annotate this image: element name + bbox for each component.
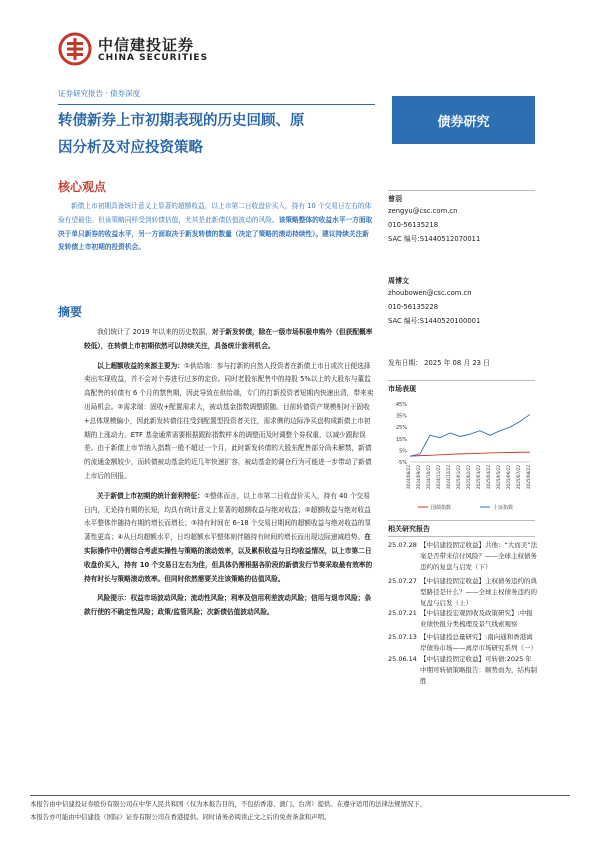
analyst-sac: SAC 编号:S1440520100001 <box>388 317 481 325</box>
core-view-paragraph <box>58 200 373 255</box>
y-tick-label: 25% <box>395 425 407 432</box>
x-tick-label: 2024/09/22 <box>416 465 421 490</box>
related-report-title[interactable]: 【中信建投固定收益】可转债:2025 年中期可转债策略报告：顺势而为，结构制胜 <box>420 655 537 685</box>
x-tick-label: 2025/01/22 <box>456 465 461 490</box>
y-tick-label: 35% <box>395 413 407 420</box>
analyst-sac: SAC 编号:S1440512070011 <box>388 235 481 243</box>
summary-p3: ①整体而言，以上市第二日收盘价买入，持有 40 个交易日内，无论持有期的长短，均具有统计意义上显著的超额收益与绝对收益；②超额收益与绝对收益水平整体伴随持有期的增长而增长；③持有时间在 6–18 个交易日期间的超额收益与绝对收益的显著性更高；④从日均超额水平，日均超额水平整体则伴随持有时间的增长而出现边际递减趋势。 <box>84 491 372 542</box>
report-type: 证券研究报告 · 债券深度 <box>58 89 141 98</box>
x-tick-label: 2025/02/22 <box>466 465 471 490</box>
y-tick-label: 5% <box>399 448 407 455</box>
analyst-divider <box>388 190 535 191</box>
analyst-phone: 010-56135228 <box>388 303 439 311</box>
related-report-title[interactable]: 【中信建投宏观固收及政策研究】:中报业绩快报分类梳理及景气线索观察 <box>420 609 533 628</box>
logo-mark-icon <box>58 32 92 66</box>
company-logo <box>58 32 218 68</box>
section-banner: 债券研究 <box>392 96 535 144</box>
footer-divider <box>30 795 570 796</box>
x-tick-label: 2024/12/22 <box>446 465 451 490</box>
market-chart <box>388 396 535 514</box>
summary-p1-bold: 对于新发转债，除在一级市场积极申购外（但获配概率较低），在转债上市初期依然可以持续关注，具备统计套利机会。 <box>84 328 373 350</box>
publish-date: 发布日期： 2025 年 08 月 23 日 <box>388 359 490 367</box>
summary-p3-bold: 在实际操作中仍需综合考虑实操性与策略的滚动效率，以及累积收益与日均收益情况，以上市第二日收盘价买入，持有 10 个交易日左右为佳，但具体仍需根据各阶段的新债发行节奏采取最有效率的持有时长与策略滚动效率。但同时依然需要关注该策略的估值风险。 <box>84 533 373 583</box>
y-tick-label: -5% <box>397 460 407 466</box>
risk-lead: 风险提示： <box>97 594 131 603</box>
summary-body <box>84 326 375 620</box>
market-divider <box>388 380 535 381</box>
series-line-2 <box>410 414 530 456</box>
analyst-name: 周博文 <box>388 277 409 285</box>
analyst-name: 曾羽 <box>388 195 402 203</box>
summary-p2-lead: 以上超额收益的来源主要为： <box>97 361 184 370</box>
related-report-title[interactable]: 【中信建投固定收益】共他：“大而美”法案是否带来信付风险？——全球主权债务违约的复盘与启发（下） <box>420 541 538 571</box>
analyst-card-1 <box>388 194 480 246</box>
summary-p3-lead: 关于新债上市初期的统计套利特征： <box>97 491 204 500</box>
analyst-card-2 <box>388 276 480 328</box>
title-divider <box>58 104 375 105</box>
legend-label: 上证指数 <box>493 505 514 511</box>
analyst-email[interactable]: zhoubowen@csc.com.cn <box>388 289 472 297</box>
risk-text: 权益市场波动风险；流动性风险；利率及信用利差波动风险；信用与退市风险；条款行使的不确定性风险；政策/监管风险；次新债估值波动风险。 <box>84 594 372 617</box>
summary-paragraph-1 <box>84 326 375 354</box>
market-heading: 市场表现 <box>388 385 416 393</box>
summary-paragraph-2 <box>84 360 375 484</box>
footer-disclaimer <box>30 798 570 824</box>
summary-heading: 摘要 <box>58 305 83 319</box>
summary-p2: ①供给端：参与打新的自然人投资者在新债上市日或次日便选择卖出实现收益，并不会对个券进行过多的定价。同时老股东配售中的持股 5%以上的大股东与董监高配售的转债有 6 个月的禁售期，因此导致在供给端，专门的打新投资者短期内快速出清，带来卖出局机会。②需求端：固收+配置需求大，被动基金指数调整跟随。目前转债资产规模相对于固收+总体规模偏小，因此新发转债往往受到配置型投资者关注，需求侧的边际净买盘构成新债上市初期的上涨动力。ETF 基金通常需要根据跟踪指数样本的调整而及时调整个券权重，以减少跟踪误差。由于新债上市节纳入指数一般不超过一个月，此时新发转债的大股东配售部分尚未解禁，新债的流通金额较少，而转债被动基金的近几年快速扩容，被动基金的调仓行为可能进一步带动了新债上市后的回报。 <box>84 361 374 480</box>
x-tick-label: 2025/03/22 <box>476 465 481 490</box>
analyst-email[interactable]: zengyu@csc.com.cn <box>388 207 458 215</box>
series-line-1 <box>410 452 530 456</box>
page-title <box>58 108 378 162</box>
related-report-title[interactable]: 【中信建投固定收益】主权债务违约的典型路径是什么？——全球主权债务违约的复盘与启发（上） <box>420 577 537 607</box>
core-p1-bold: 该策略整体的收益水平一方面取决于单只新券的收益水平，另一方面取决于新发转债的数量（决定了策略的滚动持续性）。建议持续关注新发转债上市初期的投资机会。 <box>58 215 373 252</box>
legend-label: 国债指数 <box>431 505 452 511</box>
x-tick-label: 2025/05/22 <box>496 465 501 490</box>
y-tick-label: 15% <box>395 436 407 443</box>
analyst-phone: 010-56135218 <box>388 221 439 229</box>
related-report-title[interactable]: 【中信建投总量研究】:南向通和香港离岸债券市场——离岸市场研究系列（一） <box>420 633 537 652</box>
related-report-date: 25.07.28 <box>388 541 417 549</box>
logo-english-name: CHINA SECURITIES <box>98 53 209 63</box>
summary-p1: 我们统计了 2019 年以来的历史数据， <box>97 328 212 336</box>
related-report-date: 25.07.21 <box>388 609 417 617</box>
risk-paragraph <box>84 592 375 620</box>
title-line-2: 因分析及对应投资策略 <box>58 140 203 156</box>
x-tick-label: 2025/08/22 <box>526 465 531 490</box>
footer-line-2: 本报告亦可能由中信建投（国际）证券有限公司在香港提供。同时请务必阅读正文之后的免责条款和声明。 <box>30 813 331 821</box>
related-divider-2 <box>388 536 535 537</box>
logo-chinese-name: 中信建投证券 <box>98 36 195 54</box>
related-report-date: 25.07.13 <box>388 633 417 641</box>
related-report-date: 25.06.14 <box>388 655 417 663</box>
x-tick-label: 2024/08/22 <box>406 465 411 490</box>
core-p1: 新债上市初期具备统计意义上显著的超额收益，以上市第二日收盘价买入，持有 10 个交易日左右的体验有望最佳。但该策略同样受到转债估值，尤其是此新债估值波动的风险。 <box>58 202 372 224</box>
x-tick-label: 2025/07/22 <box>516 465 521 490</box>
related-divider <box>388 520 535 521</box>
x-tick-label: 2024/10/22 <box>426 465 431 490</box>
related-report-date: 25.07.27 <box>388 577 417 585</box>
title-line-1: 转债新券上市初期表现的历史回顾、原 <box>58 113 305 129</box>
core-view-text <box>58 200 373 292</box>
related-heading: 相关研究报告 <box>388 525 430 533</box>
x-tick-label: 2024/11/22 <box>436 465 441 490</box>
x-tick-label: 2025/06/22 <box>506 465 511 490</box>
summary-paragraph-3 <box>84 490 375 587</box>
core-view-heading: 核心观点 <box>58 180 107 194</box>
y-tick-label: 45% <box>395 402 407 408</box>
x-tick-label: 2025/04/22 <box>486 465 491 490</box>
footer-line-1: 本报告由中信建投证券股份有限公司在中华人民共和国（仅为本报告目的，不包括香港、澳门、台湾）提供。在遵守适用的法律法规情况下， <box>30 800 427 808</box>
